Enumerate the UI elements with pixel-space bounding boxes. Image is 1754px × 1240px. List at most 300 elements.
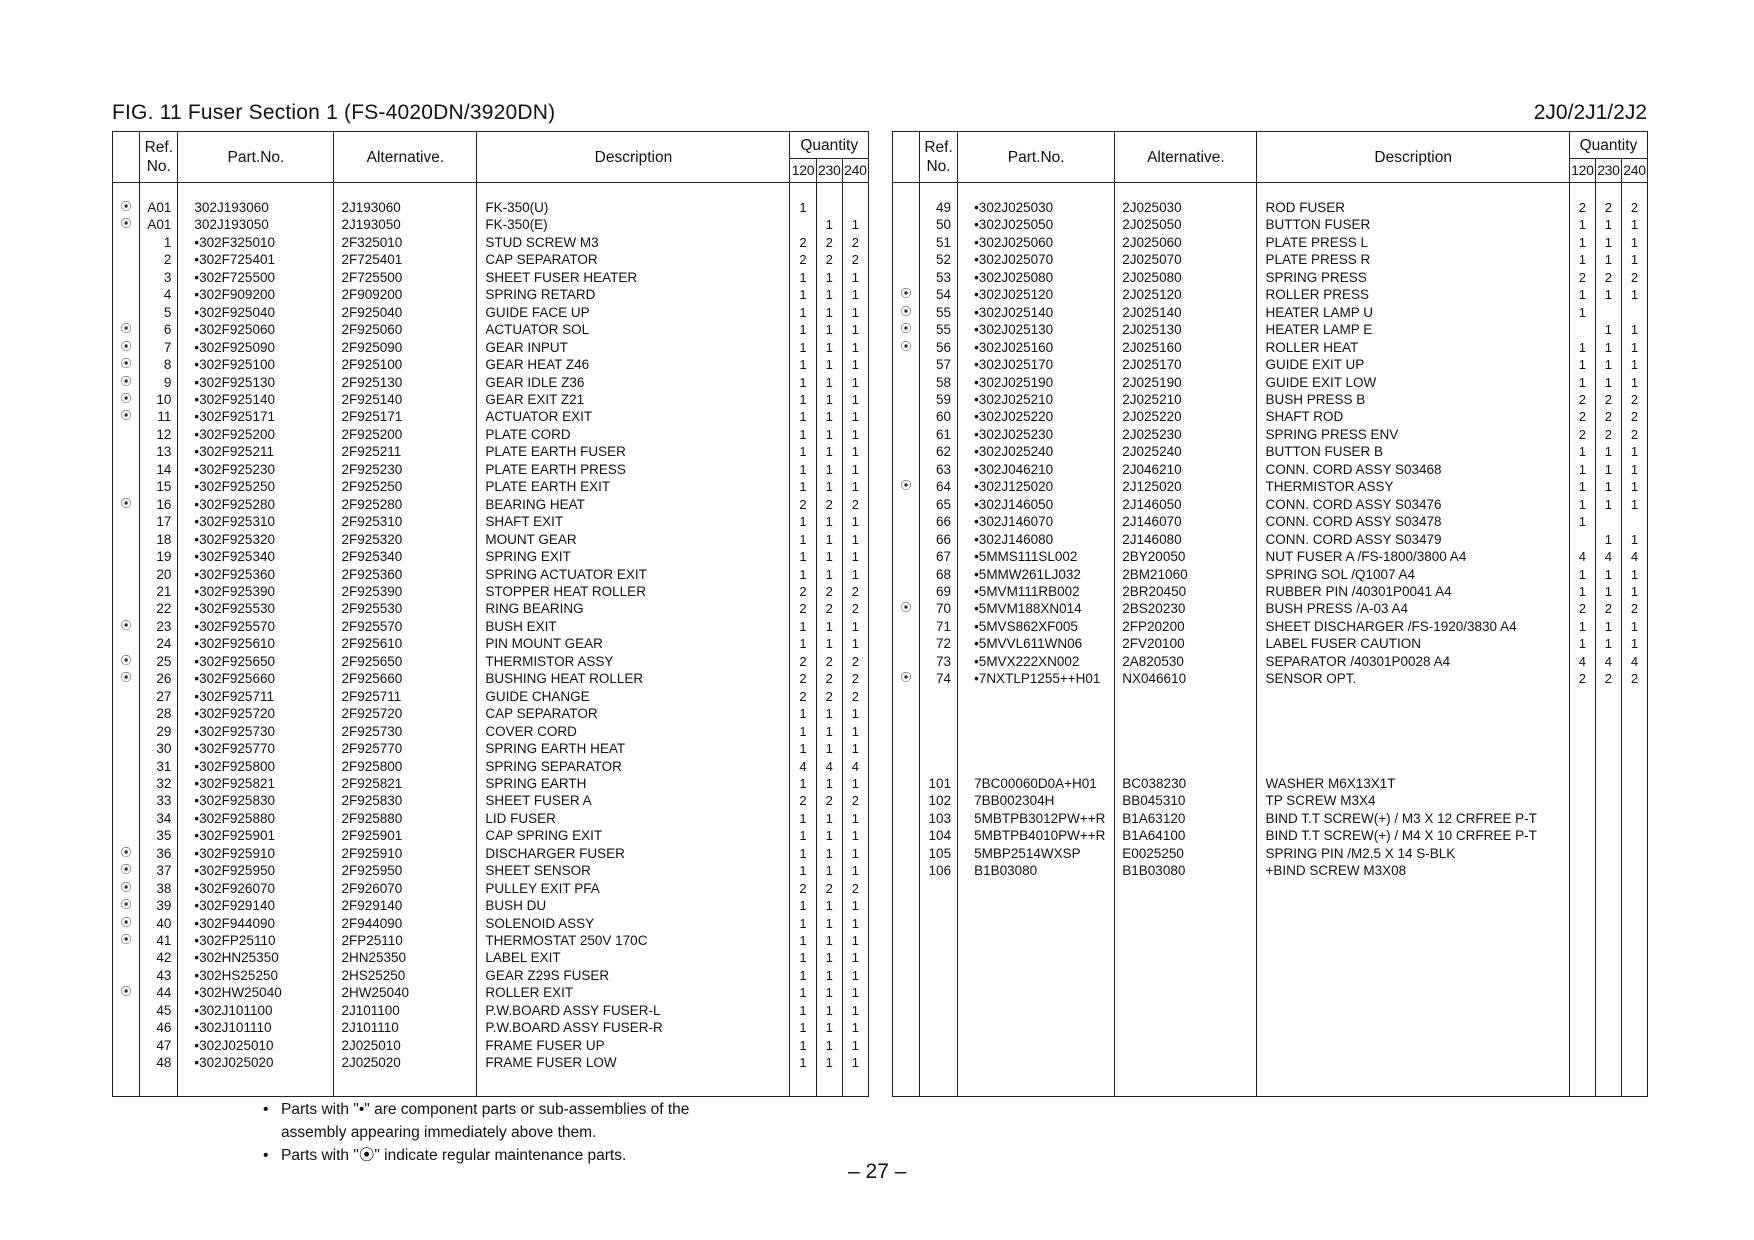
qty-120: 1 <box>790 461 816 478</box>
description: CAP SEPARATOR <box>477 251 790 268</box>
part-number: •302F925090 <box>178 339 334 356</box>
qty-120: 2 <box>1569 408 1595 425</box>
description: STUD SCREW M3 <box>477 234 790 251</box>
qty-240-header: 240 <box>842 159 868 183</box>
qty-230: 1 <box>816 723 842 740</box>
alternative-number: 2J101100 <box>334 1002 477 1019</box>
part-number: •302F925250 <box>178 478 334 495</box>
qty-240: 1 <box>1621 478 1647 495</box>
part-number: •302F925100 <box>178 356 334 373</box>
qty-240: 1 <box>842 810 868 827</box>
qty-120 <box>1569 321 1595 338</box>
maint-icon: ⦿ <box>113 356 140 373</box>
maint-icon <box>113 426 140 443</box>
ref-no: 12 <box>140 426 178 443</box>
footnote-component-parts-cont: assembly appearing immediately above them. <box>281 1124 597 1141</box>
table-row <box>113 810 869 827</box>
part-number: •302F925060 <box>178 321 334 338</box>
ref-no: 33 <box>140 792 178 809</box>
description: SHEET DISCHARGER /FS-1920/3830 A4 <box>1257 618 1569 635</box>
description: SOLENOID ASSY <box>477 915 790 932</box>
description: FK-350(E) <box>477 216 790 233</box>
qty-240: 2 <box>1621 426 1647 443</box>
qty-240: 2 <box>842 234 868 251</box>
description: HEATER LAMP U <box>1257 304 1569 321</box>
ref-no: 55 <box>920 321 958 338</box>
qty-120: 1 <box>790 810 816 827</box>
alternative-number: 2HN25350 <box>334 949 477 966</box>
qty-230: 1 <box>1595 251 1621 268</box>
qty-120: 2 <box>790 251 816 268</box>
ref-no: 60 <box>920 408 958 425</box>
alternative-number: 2BS20230 <box>1115 600 1257 617</box>
footnotes <box>263 1098 689 1167</box>
part-number: •302F926070 <box>178 880 334 897</box>
table-row <box>113 531 869 548</box>
qty-230: 1 <box>816 949 842 966</box>
qty-230: 1 <box>1595 286 1621 303</box>
qty-230: 1 <box>816 635 842 652</box>
qty-120: 1 <box>790 531 816 548</box>
qty-120: 1 <box>790 356 816 373</box>
ref-no: 11 <box>140 408 178 425</box>
qty-240: 1 <box>842 618 868 635</box>
quantity-header: Quantity <box>790 132 869 159</box>
ref-no: 67 <box>920 548 958 565</box>
qty-230: 1 <box>816 286 842 303</box>
alternative-number: 2F925530 <box>334 600 477 617</box>
qty-230: 2 <box>1595 600 1621 617</box>
part-number: •302J025160 <box>958 339 1115 356</box>
part-number: •302F909200 <box>178 286 334 303</box>
qty-240: 1 <box>842 775 868 792</box>
qty-240 <box>1621 513 1647 530</box>
table-row <box>893 810 1648 827</box>
qty-230: 1 <box>816 408 842 425</box>
qty-240: 1 <box>842 967 868 984</box>
qty-120: 2 <box>1569 199 1595 216</box>
ref-no: 35 <box>140 827 178 844</box>
qty-230: 1 <box>816 845 842 862</box>
qty-230: 2 <box>1595 408 1621 425</box>
qty-120: 1 <box>790 775 816 792</box>
part-number: •302F925730 <box>178 723 334 740</box>
maint-icon: ⦿ <box>113 880 140 897</box>
qty-240: 1 <box>842 304 868 321</box>
qty-120-header: 120 <box>790 159 816 183</box>
table-row <box>113 199 869 216</box>
part-number: •5MMS111SL002 <box>958 548 1115 565</box>
description: GUIDE EXIT UP <box>1257 356 1569 373</box>
part-number: •302J025060 <box>958 234 1115 251</box>
qty-240 <box>1621 792 1647 809</box>
maint-icon <box>113 443 140 460</box>
page-number: – 27 – <box>848 1160 907 1183</box>
table-filler <box>893 880 1648 1097</box>
part-number: •302F925230 <box>178 461 334 478</box>
qty-240: 1 <box>842 862 868 879</box>
qty-120: 2 <box>790 583 816 600</box>
qty-120: 1 <box>790 286 816 303</box>
table-row <box>893 251 1648 268</box>
qty-240: 1 <box>842 548 868 565</box>
ref-no: 62 <box>920 443 958 460</box>
table-row <box>113 566 869 583</box>
qty-230: 1 <box>816 478 842 495</box>
ref-no: 13 <box>140 443 178 460</box>
table-row <box>113 391 869 408</box>
table-row <box>893 426 1648 443</box>
part-number: •302F925711 <box>178 688 334 705</box>
alternative-number: 2F925100 <box>334 356 477 373</box>
qty-240-header: 240 <box>1621 159 1647 183</box>
maint-icon: ⦿ <box>113 408 140 425</box>
maint-icon <box>893 548 920 565</box>
qty-240: 1 <box>842 356 868 373</box>
ref-no: 37 <box>140 862 178 879</box>
page-title: FIG. 11 Fuser Section 1 (FS-4020DN/3920DN) <box>112 101 556 124</box>
part-number: •302F925310 <box>178 513 334 530</box>
qty-230: 1 <box>816 216 842 233</box>
alternative-number: 2F925140 <box>334 391 477 408</box>
description: CONN. CORD ASSY S03476 <box>1257 496 1569 513</box>
qty-230: 1 <box>816 810 842 827</box>
table-row <box>893 408 1648 425</box>
alternative-number: 2HW25040 <box>334 984 477 1001</box>
ref-no: 103 <box>920 810 958 827</box>
qty-230: 4 <box>1595 653 1621 670</box>
table-row <box>893 583 1648 600</box>
maint-icon <box>893 827 920 844</box>
parts-list-left <box>113 183 869 1097</box>
qty-230: 1 <box>816 374 842 391</box>
table-row <box>113 670 869 687</box>
alternative-header: Alternative. <box>1115 132 1257 183</box>
alternative-number: 2F925901 <box>334 827 477 844</box>
alternative-number: 2J025220 <box>1115 408 1257 425</box>
ref-no: 56 <box>920 339 958 356</box>
part-number: •7NXTLP1255++H01 <box>958 670 1115 687</box>
maint-icon <box>893 269 920 286</box>
qty-120: 1 <box>1569 374 1595 391</box>
alternative-number: B1A63120 <box>1115 810 1257 827</box>
alternative-number: 2J025070 <box>1115 251 1257 268</box>
description: SPRING PIN /M2.5 X 14 S-BLK <box>1257 845 1569 862</box>
qty-240: 1 <box>1621 443 1647 460</box>
part-number: •302F925140 <box>178 391 334 408</box>
qty-230: 1 <box>1595 496 1621 513</box>
alternative-number: 2F926070 <box>334 880 477 897</box>
part-number: •302F925211 <box>178 443 334 460</box>
table-row <box>113 653 869 670</box>
qty-240: 1 <box>1621 461 1647 478</box>
maint-icon <box>113 461 140 478</box>
table-row <box>113 897 869 914</box>
qty-240 <box>1621 775 1647 792</box>
maint-icon <box>113 286 140 303</box>
part-number: •302F925390 <box>178 583 334 600</box>
part-number: •302F925570 <box>178 618 334 635</box>
ref-no: 7 <box>140 339 178 356</box>
description: CONN. CORD ASSY S03468 <box>1257 461 1569 478</box>
ref-no: 18 <box>140 531 178 548</box>
qty-120: 1 <box>1569 618 1595 635</box>
part-number: •302J025170 <box>958 356 1115 373</box>
part-number: •302F929140 <box>178 897 334 914</box>
ref-no: 14 <box>140 461 178 478</box>
qty-240 <box>1621 845 1647 862</box>
maint-icon <box>893 426 920 443</box>
part-number: •302F925821 <box>178 775 334 792</box>
alternative-number: 2F925200 <box>334 426 477 443</box>
table-row <box>893 461 1648 478</box>
qty-120: 1 <box>790 391 816 408</box>
qty-230: 1 <box>816 1019 842 1036</box>
description: ROLLER EXIT <box>477 984 790 1001</box>
blank-row <box>893 723 1648 740</box>
alternative-number: 2F725401 <box>334 251 477 268</box>
qty-240: 1 <box>842 1037 868 1054</box>
ref-no: 73 <box>920 653 958 670</box>
table-row <box>893 827 1648 844</box>
alternative-number: 2F925211 <box>334 443 477 460</box>
alternative-number: 2FP25110 <box>334 932 477 949</box>
ref-no: 23 <box>140 618 178 635</box>
qty-120: 1 <box>1569 566 1595 583</box>
qty-230: 1 <box>1595 478 1621 495</box>
table-row <box>113 984 869 1001</box>
ref-no: 19 <box>140 548 178 565</box>
table-row <box>113 1037 869 1054</box>
qty-240: 1 <box>842 426 868 443</box>
alternative-number: 2F944090 <box>334 915 477 932</box>
alternative-number: 2J025050 <box>1115 216 1257 233</box>
part-number: •302F925320 <box>178 531 334 548</box>
alternative-number: 2J025080 <box>1115 269 1257 286</box>
description: SPRING PRESS ENV <box>1257 426 1569 443</box>
qty-120: 1 <box>1569 478 1595 495</box>
maint-icon: ⦿ <box>893 600 920 617</box>
qty-120: 1 <box>790 321 816 338</box>
maint-icon: ⦿ <box>113 618 140 635</box>
qty-240: 1 <box>842 1054 868 1071</box>
description: FRAME FUSER LOW <box>477 1054 790 1071</box>
description: PLATE PRESS L <box>1257 234 1569 251</box>
qty-240: 2 <box>842 496 868 513</box>
part-number: •302F925610 <box>178 635 334 652</box>
maint-icon <box>113 740 140 757</box>
qty-120: 2 <box>790 688 816 705</box>
maint-icon <box>113 705 140 722</box>
qty-230: 2 <box>816 688 842 705</box>
qty-230: 2 <box>816 234 842 251</box>
qty-230 <box>1595 845 1621 862</box>
description: SEPARATOR /40301P0028 A4 <box>1257 653 1569 670</box>
table-row <box>113 496 869 513</box>
qty-240: 1 <box>842 216 868 233</box>
table-row <box>113 600 869 617</box>
maint-icon <box>893 216 920 233</box>
alternative-number: 2J025010 <box>334 1037 477 1054</box>
qty-230: 1 <box>1595 583 1621 600</box>
qty-120: 1 <box>790 1037 816 1054</box>
table-top-spacer <box>113 183 869 200</box>
qty-230: 2 <box>816 600 842 617</box>
alternative-number: 2FP20200 <box>1115 618 1257 635</box>
qty-120: 1 <box>790 984 816 1001</box>
maint-icon: ⦿ <box>893 286 920 303</box>
alternative-number: 2HS25250 <box>334 967 477 984</box>
qty-120 <box>1569 862 1595 879</box>
table-row <box>113 775 869 792</box>
description: DISCHARGER FUSER <box>477 845 790 862</box>
description: FRAME FUSER UP <box>477 1037 790 1054</box>
ref-no: 66 <box>920 513 958 530</box>
maint-icon <box>113 304 140 321</box>
ref-no: 48 <box>140 1054 178 1071</box>
ref-no: 6 <box>140 321 178 338</box>
qty-230 <box>1595 810 1621 827</box>
qty-230-header: 230 <box>1595 159 1621 183</box>
description: GUIDE EXIT LOW <box>1257 374 1569 391</box>
qty-120: 1 <box>790 199 816 216</box>
ref-no: 36 <box>140 845 178 862</box>
qty-120: 2 <box>1569 269 1595 286</box>
table-row <box>113 967 869 984</box>
qty-120: 1 <box>790 513 816 530</box>
maint-icon: ⦿ <box>113 391 140 408</box>
qty-230 <box>1595 304 1621 321</box>
qty-230: 1 <box>816 426 842 443</box>
qty-120: 1 <box>790 740 816 757</box>
qty-120: 1 <box>1569 443 1595 460</box>
part-number: •302J025140 <box>958 304 1115 321</box>
maint-icon <box>893 391 920 408</box>
qty-240: 1 <box>842 949 868 966</box>
qty-120: 1 <box>790 374 816 391</box>
alternative-number: 2F925650 <box>334 653 477 670</box>
alternative-number: BC038230 <box>1115 775 1257 792</box>
alternative-number: 2J025030 <box>1115 199 1257 216</box>
maint-icon <box>893 531 920 548</box>
qty-120: 1 <box>790 618 816 635</box>
table-row <box>893 792 1648 809</box>
ref-no: 64 <box>920 478 958 495</box>
ref-no: 59 <box>920 391 958 408</box>
qty-230: 4 <box>1595 548 1621 565</box>
qty-120: 1 <box>790 304 816 321</box>
alternative-number: 2J025240 <box>1115 443 1257 460</box>
qty-120: 1 <box>790 426 816 443</box>
alternative-number: 2J025140 <box>1115 304 1257 321</box>
table-row <box>113 1019 869 1036</box>
ref-no: 4 <box>140 286 178 303</box>
maint-icon <box>113 1002 140 1019</box>
description: BEARING HEAT <box>477 496 790 513</box>
alternative-number: 2J146070 <box>1115 513 1257 530</box>
qty-240: 1 <box>842 1002 868 1019</box>
qty-230 <box>1595 827 1621 844</box>
table-row <box>893 513 1648 530</box>
qty-240: 2 <box>842 653 868 670</box>
qty-240: 1 <box>1621 339 1647 356</box>
maint-icon <box>113 967 140 984</box>
blank-row <box>893 740 1648 757</box>
table-row <box>113 286 869 303</box>
part-number: •302F925950 <box>178 862 334 879</box>
footnote-maintenance-parts: • Parts with "⦿" indicate regular maintenance parts. <box>263 1147 627 1164</box>
qty-240: 1 <box>842 566 868 583</box>
ref-no: 40 <box>140 915 178 932</box>
alternative-number: 2J025210 <box>1115 391 1257 408</box>
description: GEAR INPUT <box>477 339 790 356</box>
maint-icon: ⦿ <box>113 932 140 949</box>
part-number: 5MBP2514WXSP <box>958 845 1115 862</box>
description: SPRING PRESS <box>1257 269 1569 286</box>
maint-icon <box>113 251 140 268</box>
table-row <box>113 548 869 565</box>
table-row <box>113 949 869 966</box>
qty-120: 2 <box>790 496 816 513</box>
ref-no: 5 <box>140 304 178 321</box>
alternative-number: E0025250 <box>1115 845 1257 862</box>
ref-no: 71 <box>920 618 958 635</box>
description: LID FUSER <box>477 810 790 827</box>
ref-no: 61 <box>920 426 958 443</box>
part-number: •302F925530 <box>178 600 334 617</box>
qty-120: 1 <box>790 723 816 740</box>
table-row <box>893 269 1648 286</box>
part-number: •302F925901 <box>178 827 334 844</box>
table-row <box>113 827 869 844</box>
qty-230: 1 <box>1595 635 1621 652</box>
part-number: •302F925800 <box>178 758 334 775</box>
maint-icon: ⦿ <box>113 862 140 879</box>
qty-240: 2 <box>842 688 868 705</box>
qty-230: 1 <box>816 1054 842 1071</box>
maint-icon <box>893 566 920 583</box>
qty-120: 2 <box>790 234 816 251</box>
ref-no: 74 <box>920 670 958 687</box>
maint-icon: ⦿ <box>113 845 140 862</box>
qty-240: 1 <box>1621 566 1647 583</box>
qty-240: 2 <box>842 670 868 687</box>
qty-240: 1 <box>1621 635 1647 652</box>
ref-no: 27 <box>140 688 178 705</box>
description: BUSH PRESS B <box>1257 391 1569 408</box>
part-number: •302F925171 <box>178 408 334 425</box>
qty-240: 1 <box>1621 286 1647 303</box>
qty-120: 2 <box>790 792 816 809</box>
ref-no: 104 <box>920 827 958 844</box>
qty-230: 1 <box>1595 531 1621 548</box>
description: BIND T.T SCREW(+) / M4 X 10 CRFREE P-T <box>1257 827 1569 844</box>
qty-230-header: 230 <box>816 159 842 183</box>
table-row <box>113 845 869 862</box>
ref-no: 20 <box>140 566 178 583</box>
maint-icon <box>113 269 140 286</box>
description: CAP SPRING EXIT <box>477 827 790 844</box>
table-row <box>113 915 869 932</box>
ref-no: 52 <box>920 251 958 268</box>
ref-no: 2 <box>140 251 178 268</box>
part-number: 302J193060 <box>178 199 334 216</box>
qty-230: 1 <box>816 1002 842 1019</box>
ref-no: 72 <box>920 635 958 652</box>
table-row <box>113 618 869 635</box>
qty-240: 1 <box>1621 234 1647 251</box>
ref-no: 53 <box>920 269 958 286</box>
